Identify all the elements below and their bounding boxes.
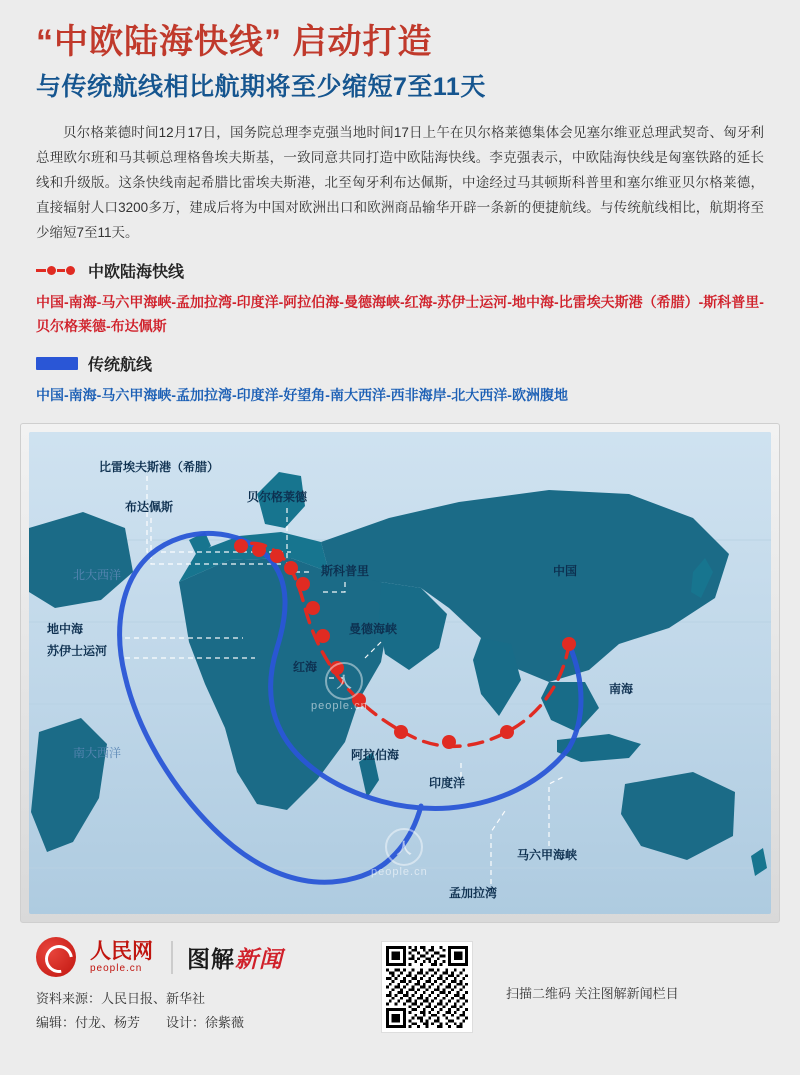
map-label-piraeus: 比雷埃夫斯港（希腊） [99,460,220,474]
people-wordmark [90,941,153,974]
people-logo-cn: 人民网 [90,939,153,963]
map-label-belgrade: 贝尔格莱德 [247,490,308,504]
legend [36,259,764,407]
section-title-red: 新闻 [235,945,283,972]
map-panel [20,423,780,923]
legend-label-express: 中欧陆海快线 [88,264,185,281]
route-text-express: 中国-南海-马六甲海峡-孟加拉湾-印度洋-阿拉伯海-曼德海峡-红海-苏伊士运河-地中海-比雷埃夫斯港（希腊）-斯科普里-贝尔格莱德-布达佩斯 [36,294,764,334]
qr-caption: 扫描二维码 关注图解新闻栏目 [506,986,679,1001]
legend-row-traditional [36,352,764,375]
map-label-south-china-sea: 南海 [609,682,634,696]
page-title: “中欧陆海快线” 启动打造 [36,23,433,61]
map-label-red-sea: 红海 [293,660,318,674]
footer [36,937,764,1047]
map-label-suez-canal: 苏伊士运河 [47,644,108,658]
route-text-traditional: 中国-南海-马六甲海峡-孟加拉湾-印度洋-好望角-南大西洋-西非海岸-北大西洋-欧洲腹地 [36,387,568,403]
map-label-skopje: 斯科普里 [321,564,370,578]
world-map [29,432,771,914]
article-paragraph: 贝尔格莱德时间12月17日，国务院总理李克强当地时间17日上午在贝尔格莱德集体会见塞尔维亚总理武契奇、匈牙利总理欧尔班和马其顿总理格鲁埃夫斯基，一致同意共同打造中欧陆海快线。李克强表示，中欧陆海快线是匈塞铁路的延长线和升级版。这条快线南起希腊比雷埃夫斯港，北至匈牙利布达佩斯，中途经过马其顿斯科普里和塞尔维亚贝尔格莱德，直接辐射人口3200多万，建成后将为中国对欧洲出口和欧洲商品输华开辟一条新的便捷航线。与传统航线相比，航期将至少缩短7至11天。 [36,125,764,240]
people-logo-en: people.cn [90,962,143,974]
map-label-arabian-sea: 阿拉伯海 [351,748,400,762]
watermark-text: people.cn [311,700,368,712]
legend-label-traditional: 传统航线 [88,357,153,374]
people-logo-icon [36,937,76,977]
legend-row-express [36,259,764,282]
watermark-logo: 人 [325,662,363,700]
map-label-budapest: 布达佩斯 [125,500,174,514]
editor-line: 编辑：付龙、杨芳 设计：徐紫薇 [36,1015,245,1030]
map-label-bab-el-mandeb: 曼德海峡 [349,622,398,636]
section-title [171,941,283,974]
page-subtitle: 与传统航线相比航期将至少缩短7至11天 [36,73,486,101]
map-label-mediterranean: 地中海 [47,622,84,636]
qr-code[interactable] [381,941,473,1033]
watermark-text-2: people.cn [371,866,428,878]
map-label-malacca-strait: 马六甲海峡 [517,848,578,862]
map-label-north-atlantic: 北大西洋 [73,568,122,582]
map-label-south-atlantic: 南大西洋 [73,746,122,760]
section-title-black: 图解 [187,945,235,972]
map-label-bay-of-bengal: 孟加拉湾 [449,886,498,900]
header [0,0,800,104]
qr-code-image [386,946,468,1028]
map-label-indian-ocean: 印度洋 [429,776,466,790]
map-label-china: 中国 [553,564,578,578]
solid-line-icon [36,357,78,370]
watermark-logo-2: 人 [385,828,423,866]
source-line: 资料来源：人民日报、新华社 [36,991,206,1006]
dashed-line-icon [36,265,78,277]
